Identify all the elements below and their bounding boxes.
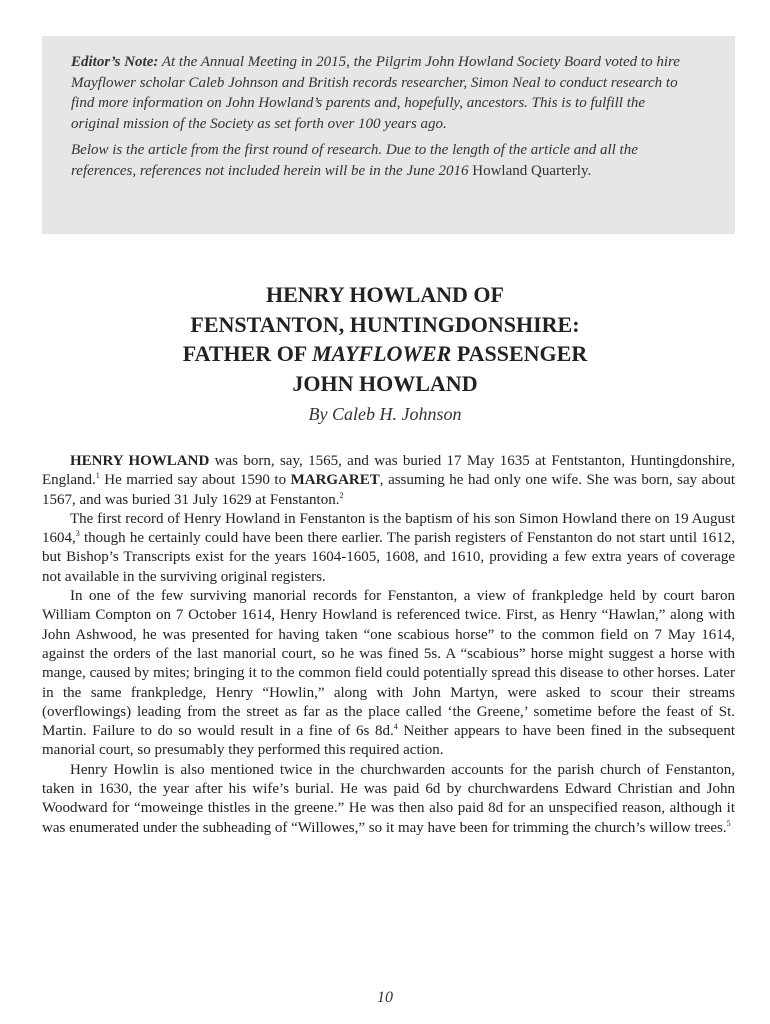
editors-note-publication: Howland Quarterly.: [468, 162, 592, 179]
article-body: [42, 452, 735, 838]
title-ship-name: MAYFLOWER: [311, 341, 452, 366]
editors-note-text: At the Annual Meeting in 2015, the Pilgrim John Howland Society Board voted to hire Mayflower scholar Caleb Johnson and British records researcher, Simon Neal to conduct research to find more information on John Howland’s parents and, hopefully, ancestors. This is to fulfill the original mission of the Society as set forth over 100 years ago.: [71, 54, 680, 132]
body-paragraph-2: [42, 510, 735, 587]
editors-note-text-2: Below is the article from the first round of research. Due to the length of the article and all the references, references not included herein will be in the June 2016: [71, 142, 638, 179]
title-line-3: [0, 339, 770, 369]
p1-text-1: was born, say, 1565, and was buried 17 May 1635 at Fentstanton, Huntingdonshire, England.: [42, 453, 735, 489]
article-byline: By Caleb H. Johnson: [308, 404, 462, 424]
footnote-ref-4: 4: [393, 722, 398, 732]
subject-name: HENRY HOWLAND: [70, 453, 210, 469]
p3-text-2: Neither appears to have been fined in the subsequent manorial court, so presumably they performed this required action.: [42, 723, 735, 759]
article-title: [0, 280, 770, 398]
footnote-ref-1: 1: [95, 471, 100, 481]
page-number: 10: [377, 989, 393, 1006]
editors-note-label: Editor’s Note:: [71, 54, 159, 70]
p4-text-1: Henry Howlin is also mentioned twice in the churchwarden accounts for the parish church of Fenstanton, taken in 1630, the year after his wife’s burial. He was paid 6d by churchwardens Edward Christian and John Woodward for “moweinge thistles in the greene.” He was then also paid 8d for an unspecified reason, although it was enumerated under the subheading of “Willowes,” so it may have been for trimming the church’s willow trees.: [42, 761, 735, 836]
editors-note-box: [42, 36, 735, 234]
body-paragraph-4: [42, 761, 735, 838]
editors-note-paragraph-2: [71, 140, 695, 181]
p2-text-1: The first record of Henry Howland in Fenstanton is the baptism of his son Simon Howland there on 19 August 1604,: [42, 510, 735, 547]
title-line-4: JOHN HOWLAND: [292, 370, 478, 396]
p3-text-1: In one of the few surviving manorial records for Fenstanton, a view of frankpledge held by court baron William Compton on 7 October 1614, Henry Howland is referenced twice. First, as Henry “Hawlan,” along with John Ashwood, he was presented for having taken “one scabious horse” to the common field on 7 May 1614, against the orders of the last manorial court, so he was fined 5s. A “scabious” horse might suggest a horse with mange, caused by mites; bringing it to the common field could potentially spread this disease to other horses. Later in the same frankpledge, Henry “Howlin,” along with John Martyn, were asked to scour their streams (overflowings) leading from the street as far as the place called ‘the Greene,’ sometime before the feast of St. Martin. Failure to do so would result in a fine of 6s 8d.: [42, 588, 735, 740]
title-line-1: HENRY HOWLAND OF: [266, 282, 504, 307]
body-paragraph-3: [42, 587, 735, 761]
spouse-name: MARGARET: [290, 472, 380, 489]
p1-text-2: He married say about 1590 to: [99, 472, 291, 489]
editors-note-paragraph: [71, 52, 695, 134]
footnote-ref-5: 5: [726, 818, 731, 828]
body-paragraph-1: [42, 452, 735, 510]
title-line-2: FENSTANTON, HUNTINGDONSHIRE:: [190, 311, 580, 337]
footnote-ref-3: 3: [75, 529, 80, 539]
title-line-3-pre: FATHER OF: [182, 341, 312, 366]
p1-text-3: , assuming he had only one wife. She was born, say about 1567, and was buried 31 July 1629 at Fenstanton.: [42, 472, 735, 508]
title-line-3-post: PASSENGER: [451, 341, 588, 366]
footnote-ref-2: 2: [339, 490, 344, 500]
p2-text-2: though he certainly could have been there earlier. The parish registers of Fenstanton do not start until 1612, but Bishop’s Transcripts exist for the years 1604-1605, 1608, and 1610, providing a few extra years of coverage not available in the surviving original registers.: [42, 530, 735, 585]
